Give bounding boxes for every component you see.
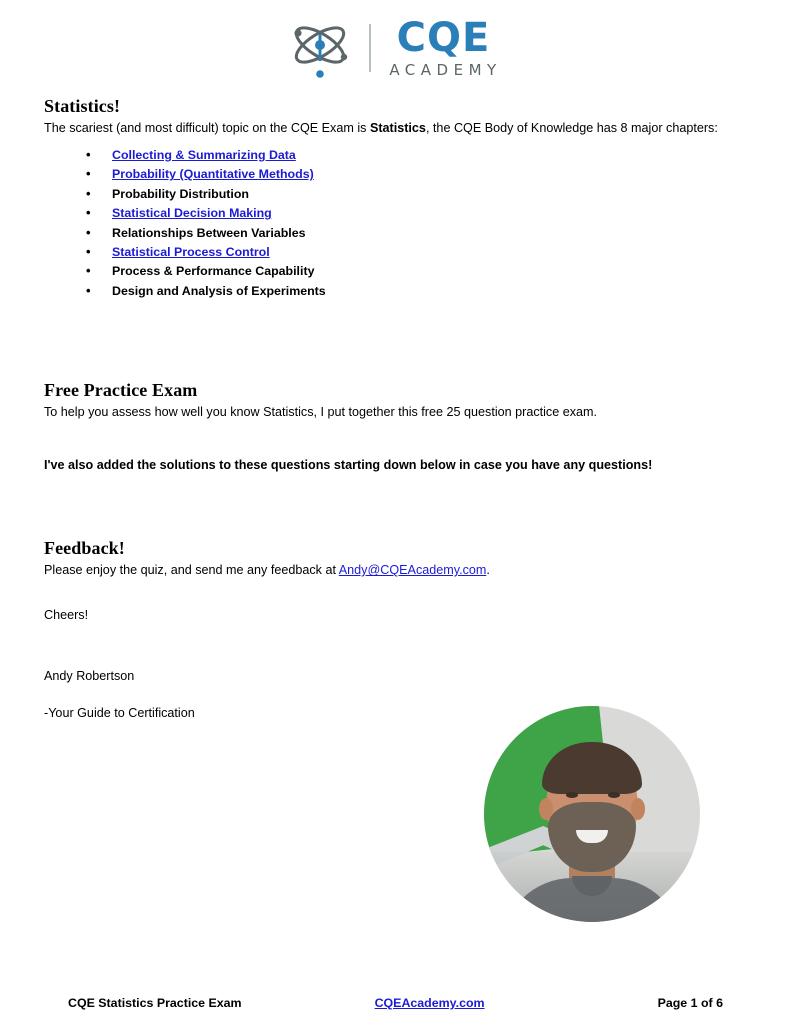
cheers-text: Cheers!	[44, 608, 89, 623]
footer-left-text: CQE Statistics Practice Exam	[68, 996, 242, 1010]
cqe-academy-logo	[289, 17, 501, 79]
logo-divider	[369, 24, 371, 72]
practice-exam-heading: Free Practice Exam	[44, 380, 198, 401]
chapter-label: Relationships Between Variables	[112, 225, 306, 240]
list-item	[112, 188, 747, 207]
feedback-body	[44, 562, 747, 579]
chapter-link[interactable]: Statistical Decision Making	[112, 206, 272, 221]
feedback-body-prefix: Please enjoy the quiz, and send me any feedback at	[44, 563, 339, 578]
spacer	[44, 304, 747, 360]
logo-wordmark	[385, 15, 502, 79]
list-item	[112, 168, 747, 187]
statistics-intro-suffix: , the CQE Body of Knowledge has 8 major chapters:	[425, 121, 718, 135]
logo-subtitle-text: ACADEMY	[389, 61, 502, 79]
spacer	[44, 579, 747, 607]
list-item	[112, 227, 747, 246]
document-body	[0, 96, 791, 722]
list-item	[112, 265, 747, 284]
list-item	[112, 149, 747, 168]
list-item	[112, 285, 747, 304]
logo-brand-text: CQE	[396, 15, 491, 61]
signature-name: Andy Robertson	[44, 669, 135, 684]
chapter-label: Probability Distribution	[112, 186, 249, 201]
author-headshot	[484, 706, 700, 922]
spacer	[44, 518, 747, 538]
footer-page-number: Page 1 of 6	[657, 996, 723, 1010]
statistics-chapter-list	[44, 149, 747, 304]
signature-title: -Your Guide to Certification	[44, 706, 195, 721]
statistics-intro-prefix: The scariest (and most difficult) topic on the CQE Exam is	[44, 121, 370, 135]
photo-eye-left	[566, 792, 578, 798]
practice-exam-note: I've also added the solutions to these questions starting down below in case you have any questions!	[44, 458, 653, 473]
photo-brow-left	[563, 784, 581, 788]
feedback-body-suffix: .	[486, 563, 490, 578]
chapter-label: Process & Performance Capability	[112, 264, 315, 279]
practice-exam-body: To help you assess how well you know Statistics, I put together this free 25 question practice exam.	[44, 405, 598, 420]
photo-shadow	[484, 852, 700, 922]
email-link[interactable]: Andy@CQEAcademy.com	[338, 563, 487, 578]
statistics-intro-bold: Statistics	[369, 121, 426, 135]
footer-center	[202, 996, 658, 1010]
spacer	[44, 624, 747, 668]
statistics-intro	[44, 120, 747, 137]
list-item	[112, 207, 747, 226]
statistics-heading: Statistics!	[44, 96, 121, 116]
chapter-link[interactable]: Probability (Quantitative Methods)	[112, 167, 314, 182]
list-item	[112, 246, 747, 265]
photo-brow-right	[605, 784, 623, 788]
chapter-label: Design and Analysis of Experiments	[112, 283, 326, 298]
page-header	[0, 0, 791, 96]
footer-site-link[interactable]: CQEAcademy.com	[374, 996, 485, 1010]
photo-eye-right	[608, 792, 620, 798]
chapter-link[interactable]: Collecting & Summarizing Data	[112, 148, 296, 162]
atom-icon	[289, 17, 355, 79]
spacer	[44, 360, 747, 380]
spacer	[44, 421, 747, 457]
feedback-heading: Feedback!	[44, 538, 125, 559]
spacer	[44, 685, 747, 705]
page-footer	[0, 996, 791, 1010]
spacer	[44, 474, 747, 518]
chapter-link[interactable]: Statistical Process Control	[112, 245, 270, 260]
